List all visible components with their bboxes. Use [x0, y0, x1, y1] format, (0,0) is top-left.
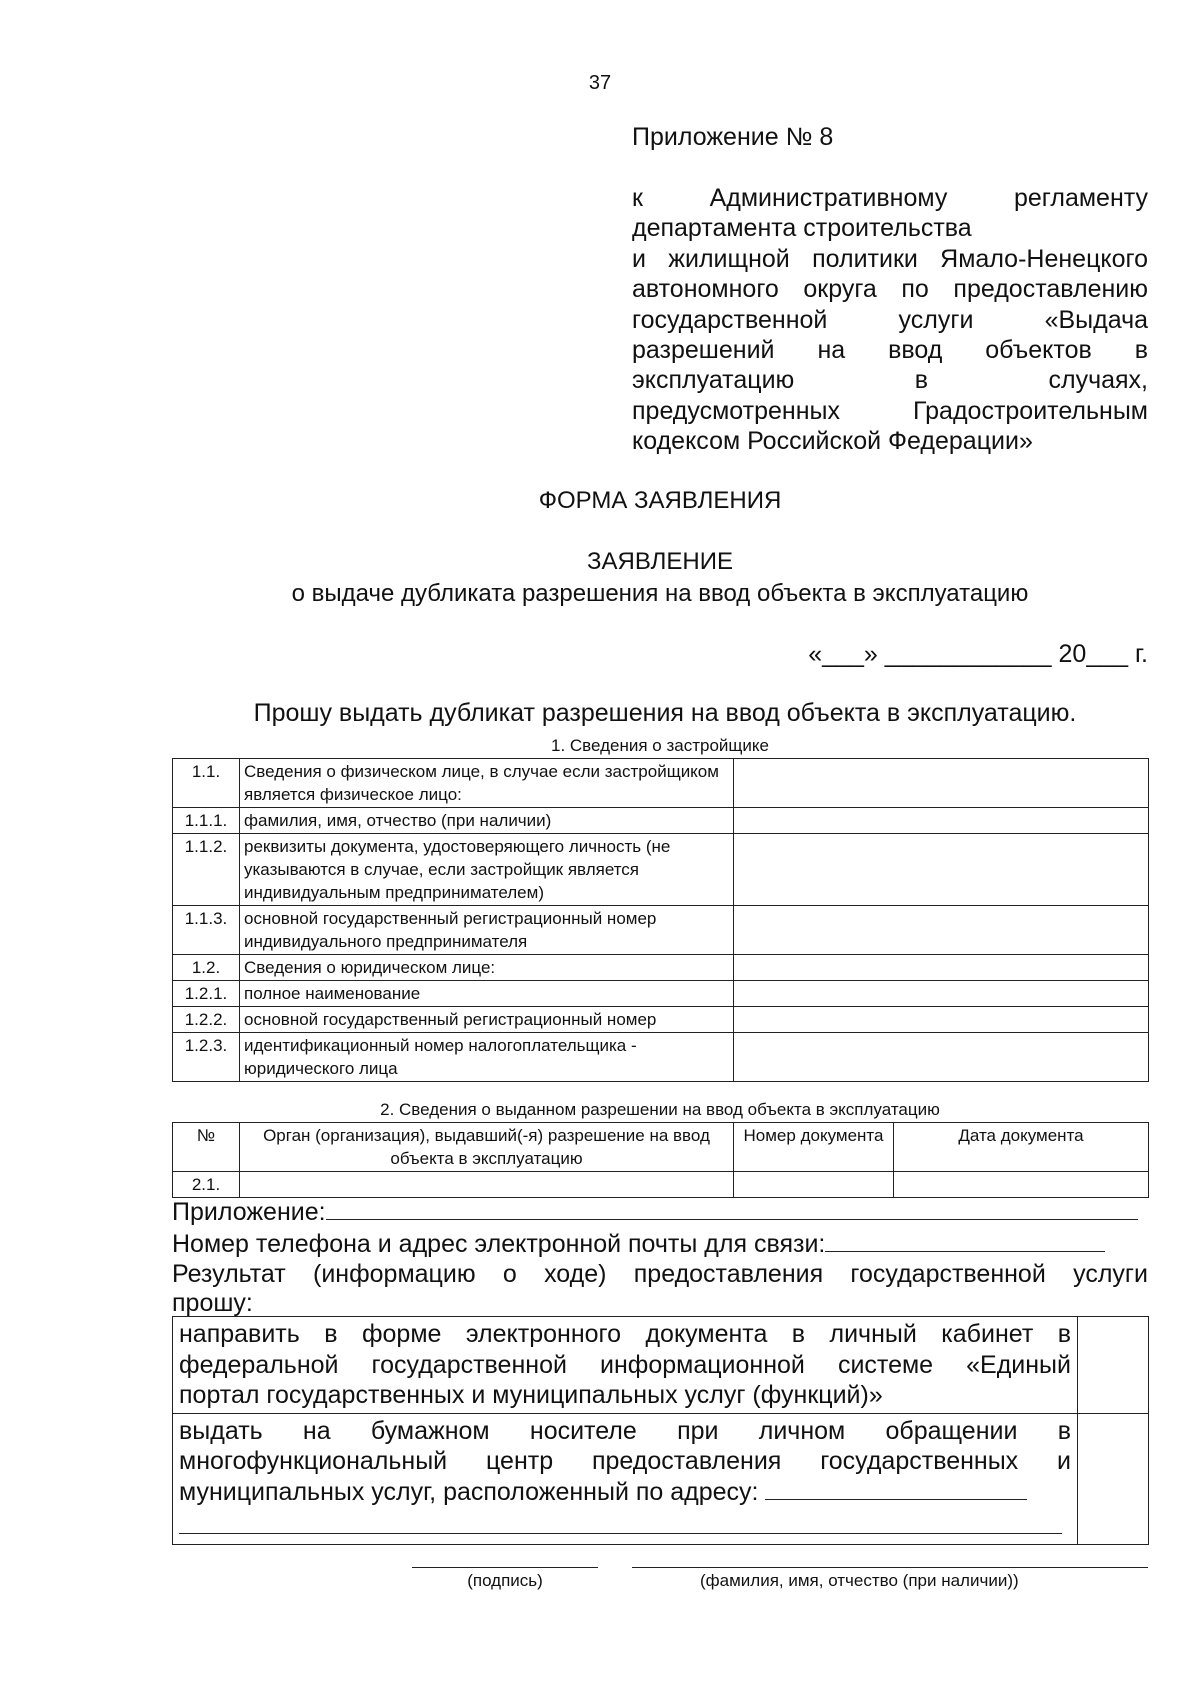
- row-number: 1.2.3.: [173, 1033, 240, 1082]
- row-label: фамилия, имя, отчество (при наличии): [240, 808, 734, 834]
- section1-title: 1. Сведения о застройщике: [551, 736, 769, 755]
- contact-label: Номер телефона и адрес электронной почты для связи:: [172, 1230, 826, 1258]
- signature-line[interactable]: [412, 1567, 598, 1568]
- form-title: ФОРМА ЗАЯВЛЕНИЯ: [538, 487, 782, 514]
- row-number: 2.1.: [173, 1172, 240, 1198]
- delivery-options-table: [172, 1316, 1149, 1545]
- table-row: [173, 906, 1149, 955]
- reglament-line: предусмотренных Градостроительным: [632, 396, 1148, 425]
- row-label: Сведения о юридическом лице:: [240, 955, 734, 981]
- row-label: идентификационный номер налогоплательщика - юридического лица: [240, 1033, 734, 1082]
- row-number: 1.2.1.: [173, 981, 240, 1007]
- fio-line[interactable]: [632, 1567, 1148, 1568]
- row-value-field[interactable]: [734, 759, 1149, 808]
- row-value-field[interactable]: [734, 955, 1149, 981]
- reglament-line: департамента строительства: [632, 214, 972, 243]
- row-number: 1.1.2.: [173, 834, 240, 906]
- row-value-field[interactable]: [734, 1033, 1149, 1082]
- row-label: полное наименование: [240, 981, 734, 1007]
- reglament-line: кодексом Российской Федерации»: [632, 427, 1033, 456]
- reglament-line: государственной услуги «Выдача: [632, 305, 1148, 334]
- row-value-field[interactable]: [734, 906, 1149, 955]
- application-heading: ЗАЯВЛЕНИЕ: [587, 548, 733, 575]
- signature-caption: (подпись): [467, 1571, 543, 1590]
- appendix-label: Приложение № 8: [632, 123, 834, 151]
- page-number: 37: [588, 72, 612, 94]
- row-value-field[interactable]: [734, 981, 1149, 1007]
- table-header-row: [173, 1123, 1149, 1172]
- column-header: Орган (организация), выдавший(-я) разрешение на ввод объекта в эксплуатацию: [240, 1123, 734, 1172]
- developer-info-table: [172, 758, 1149, 1082]
- reglament-reference: [632, 183, 1148, 457]
- option-row: [173, 1413, 1149, 1544]
- mfc-address-field[interactable]: [765, 1477, 1027, 1500]
- row-number: 1.1.: [173, 759, 240, 808]
- option-mfc-text: [173, 1413, 1078, 1544]
- row-value-field[interactable]: [734, 834, 1149, 906]
- row-number: 1.2.: [173, 955, 240, 981]
- result-label-line: Результат (информацию о ходе) предоставления государственной услуги: [172, 1260, 1148, 1288]
- column-header: №: [173, 1123, 240, 1172]
- column-header: Дата документа: [894, 1123, 1149, 1172]
- date-line[interactable]: «___» ____________ 20___ г.: [808, 640, 1148, 668]
- table-row: [173, 981, 1149, 1007]
- table-row: [173, 1033, 1149, 1082]
- row-label: Сведения о физическом лице, в случае если застройщиком является физическое лицо:: [240, 759, 734, 808]
- organ-field[interactable]: [240, 1172, 734, 1198]
- application-subheading: о выдаче дубликата разрешения на ввод объекта в эксплуатацию: [291, 580, 1029, 607]
- row-label: реквизиты документа, удостоверяющего личность (не указываются в случае, если застройщик является индивидуальным предпринимателем): [240, 834, 734, 906]
- reglament-line: и жилищной политики Ямало-Ненецкого: [632, 244, 1148, 273]
- attachment-field[interactable]: [326, 1197, 1138, 1220]
- reglament-line: разрешений на ввод объектов в: [632, 336, 1148, 365]
- result-label: [172, 1260, 1148, 1318]
- option-epgu-checkbox[interactable]: [1078, 1317, 1149, 1414]
- option-line: выдать на бумажном носителе при личном обращении в: [179, 1416, 1071, 1445]
- row-value-field[interactable]: [734, 1007, 1149, 1033]
- attachment-label: Приложение:: [172, 1198, 326, 1226]
- option-line: портал государственных и муниципальных услуг (функций)»: [179, 1381, 883, 1409]
- contact-line: [172, 1229, 1148, 1259]
- reglament-line: эксплуатацию в случаях,: [632, 366, 1148, 395]
- doc-number-field[interactable]: [734, 1172, 894, 1198]
- section2-title: 2. Сведения о выданном разрешении на ввод объекта в эксплуатацию: [380, 1100, 940, 1119]
- option-line: [179, 1477, 1071, 1508]
- table-row: [173, 1007, 1149, 1033]
- row-number: 1.1.1.: [173, 808, 240, 834]
- fio-caption: (фамилия, имя, отчество (при наличии)): [700, 1571, 1019, 1590]
- option-epgu-text: [173, 1317, 1078, 1414]
- request-text: Прошу выдать дубликат разрешения на ввод объекта в эксплуатацию.: [253, 699, 1077, 727]
- reglament-line: к Административному регламенту: [632, 184, 1148, 212]
- option-line-text: муниципальных услуг, расположенный по адресу:: [179, 1477, 759, 1506]
- table-row: [173, 808, 1149, 834]
- result-label-line: прошу:: [172, 1289, 253, 1317]
- row-label: основной государственный регистрационный номер: [240, 1007, 734, 1033]
- column-header: Номер документа: [734, 1123, 894, 1172]
- row-number: 1.2.2.: [173, 1007, 240, 1033]
- option-line: федеральной государственной информационной системе «Единый: [179, 1350, 1071, 1379]
- option-mfc-checkbox[interactable]: [1078, 1413, 1149, 1544]
- permit-info-table: [172, 1122, 1149, 1198]
- row-label: основной государственный регистрационный номер индивидуального предпринимателя: [240, 906, 734, 955]
- doc-date-field[interactable]: [894, 1172, 1149, 1198]
- option-line: направить в форме электронного документа в личный кабинет в: [179, 1320, 1071, 1348]
- table-row: [173, 955, 1149, 981]
- attachment-line: [172, 1197, 1148, 1227]
- mfc-address-field-continued[interactable]: [179, 1525, 1062, 1534]
- option-row: [173, 1317, 1149, 1414]
- table-row: [173, 759, 1149, 808]
- row-value-field[interactable]: [734, 808, 1149, 834]
- table-row: [173, 834, 1149, 906]
- contact-field[interactable]: [825, 1229, 1105, 1252]
- table-row: [173, 1172, 1149, 1198]
- option-line: многофункциональный центр предоставления государственных и: [179, 1447, 1071, 1475]
- reglament-line: автономного округа по предоставлению: [632, 275, 1148, 304]
- row-number: 1.1.3.: [173, 906, 240, 955]
